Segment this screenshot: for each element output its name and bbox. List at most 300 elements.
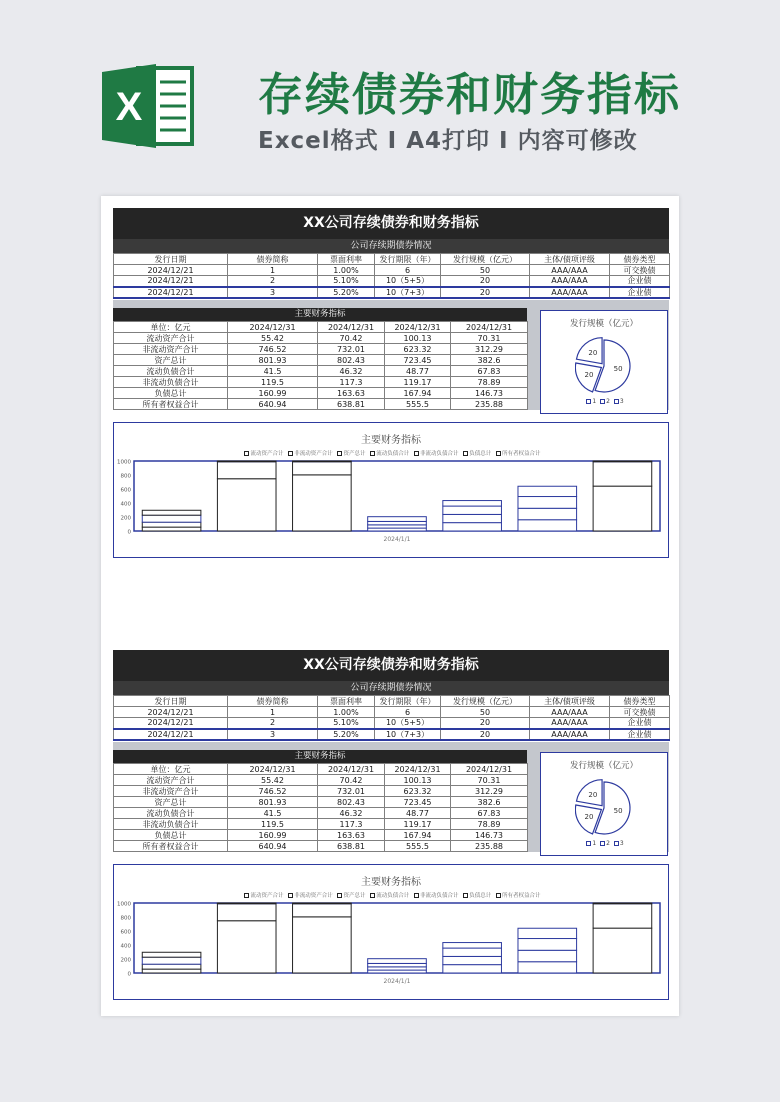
fin-table — [113, 763, 528, 852]
bar-segment — [443, 965, 502, 973]
table-cell[interactable]: 非流动负债合计 — [114, 819, 228, 830]
paper-page — [101, 196, 679, 1016]
sheet-1 — [113, 208, 669, 560]
table-cell[interactable]: 235.88 — [451, 399, 528, 410]
table-cell[interactable]: 流动负债合计 — [114, 366, 228, 377]
bond-section-title: 公司存续期债券情况 — [113, 239, 669, 253]
table-cell[interactable]: 50 — [441, 265, 530, 276]
fin-header-cell: 2024/12/31 — [451, 322, 528, 333]
excel-logo-icon — [100, 62, 198, 150]
table-cell[interactable]: 1.00% — [318, 265, 375, 276]
legend-swatch — [496, 451, 501, 456]
table-cell[interactable]: 10（5+5） — [375, 276, 441, 287]
pie-chart-title: 发行规模（亿元） — [569, 761, 638, 771]
bar-segment — [142, 957, 201, 964]
y-tick-label: 600 — [120, 929, 131, 936]
bond-header-cell: 发行期限（年） — [375, 696, 441, 707]
table-cell[interactable]: 100.13 — [385, 775, 451, 786]
legend-swatch — [244, 893, 249, 898]
table-row — [114, 775, 528, 786]
bar-segment — [593, 903, 652, 904]
pie-data-label: 20 — [588, 349, 598, 358]
fin-header-cell: 2024/12/31 — [385, 764, 451, 775]
bar-segment — [443, 956, 502, 964]
y-tick-label: 0 — [127, 971, 131, 978]
table-cell[interactable]: 5.10% — [318, 718, 375, 729]
table-row-selected — [114, 729, 670, 740]
table-cell[interactable]: 1 — [228, 707, 318, 718]
fin-table — [113, 321, 528, 410]
table-cell[interactable]: 可交换债 — [610, 265, 670, 276]
table-cell[interactable]: AAA/AAA — [530, 718, 610, 729]
table-cell[interactable]: 382.6 — [451, 797, 528, 808]
table-cell[interactable]: 41.5 — [228, 808, 318, 819]
pie-chart-title: 发行规模（亿元） — [569, 319, 638, 329]
legend-label: 流动资产合计 — [250, 893, 284, 899]
table-cell[interactable]: 所有者权益合计 — [114, 399, 228, 410]
y-tick-label: 1000 — [117, 901, 131, 908]
table-cell[interactable]: 2024/12/21 — [114, 718, 228, 729]
bar-segment — [368, 959, 427, 964]
table-cell[interactable]: 46.32 — [318, 808, 385, 819]
pie-legend — [541, 840, 667, 847]
table-cell[interactable]: 119.5 — [228, 377, 318, 388]
table-row-selected — [114, 287, 670, 298]
legend-label: 所有者权益合计 — [502, 893, 541, 899]
bond-header-cell: 发行规模（亿元） — [441, 254, 530, 265]
table-row — [114, 841, 528, 852]
table-cell[interactable]: 746.52 — [228, 344, 318, 355]
table-cell[interactable]: 20 — [441, 276, 530, 287]
legend-label: 所有者权益合计 — [502, 451, 541, 457]
table-cell[interactable]: 2024/12/21 — [114, 729, 228, 740]
table-cell[interactable]: 20 — [441, 729, 530, 740]
bond-table — [113, 695, 670, 741]
table-cell[interactable]: 235.88 — [451, 841, 528, 852]
table-cell[interactable]: 146.73 — [451, 830, 528, 841]
table-cell[interactable]: 801.93 — [228, 355, 318, 366]
table-cell[interactable]: 640.94 — [228, 399, 318, 410]
pie-data-label: 50 — [613, 364, 623, 373]
pie-svg — [575, 337, 633, 395]
bar-chart-title: 主要财务指标 — [361, 877, 421, 888]
legend-label: 2 — [606, 840, 610, 847]
bar-segment — [293, 903, 352, 904]
table-cell[interactable]: 负债总计 — [114, 830, 228, 841]
bar-segment — [142, 964, 201, 969]
pie-data-label: 20 — [584, 371, 594, 380]
table-cell[interactable]: 企业债 — [610, 718, 670, 729]
legend-label: 流动负债合计 — [376, 893, 410, 899]
table-cell[interactable]: 623.32 — [385, 344, 451, 355]
svg-text:X: X — [115, 85, 143, 129]
table-cell[interactable]: 312.29 — [451, 344, 528, 355]
sheet-2 — [113, 650, 669, 1002]
table-cell[interactable]: 382.6 — [451, 355, 528, 366]
bar-segment — [443, 514, 502, 522]
fin-header-cell: 单位：亿元 — [114, 322, 228, 333]
legend-label: 非流动负债合计 — [420, 893, 459, 899]
table-cell[interactable]: 163.63 — [318, 830, 385, 841]
legend-label: 非流动资产合计 — [294, 893, 333, 899]
table-cell[interactable]: 2 — [228, 718, 318, 729]
table-cell[interactable]: 5.20% — [318, 729, 375, 740]
legend-swatch — [244, 451, 249, 456]
table-cell[interactable]: 119.17 — [385, 377, 451, 388]
bar-segment — [443, 523, 502, 531]
table-cell[interactable]: 非流动负债合计 — [114, 377, 228, 388]
fin-header-row — [114, 322, 528, 333]
promo-header — [0, 0, 780, 190]
legend-swatch — [586, 399, 591, 404]
table-row — [114, 265, 670, 276]
legend-label: 3 — [619, 398, 624, 405]
legend-swatch — [600, 841, 605, 846]
bar-segment — [217, 461, 276, 462]
table-cell[interactable]: 3 — [228, 287, 318, 298]
table-cell[interactable]: 55.42 — [228, 775, 318, 786]
pie-svg — [575, 779, 633, 837]
table-cell[interactable]: 117.3 — [318, 819, 385, 830]
table-row — [114, 333, 528, 344]
table-cell[interactable]: 78.89 — [451, 377, 528, 388]
bond-header-row — [114, 254, 670, 265]
bar-segment — [142, 510, 201, 515]
table-cell[interactable]: 2024/12/21 — [114, 287, 228, 298]
table-cell[interactable]: 1.00% — [318, 707, 375, 718]
table-cell[interactable]: 10（7+3） — [375, 287, 441, 298]
table-cell[interactable]: 163.63 — [318, 388, 385, 399]
table-cell[interactable]: AAA/AAA — [530, 729, 610, 740]
table-cell[interactable]: 1 — [228, 265, 318, 276]
table-cell[interactable]: 100.13 — [385, 333, 451, 344]
table-cell[interactable]: 70.31 — [451, 775, 528, 786]
table-cell[interactable]: AAA/AAA — [530, 276, 610, 287]
table-cell[interactable]: 41.5 — [228, 366, 318, 377]
table-cell[interactable]: 流动资产合计 — [114, 775, 228, 786]
table-row — [114, 399, 528, 410]
table-cell[interactable]: 623.32 — [385, 786, 451, 797]
table-cell[interactable]: 5.10% — [318, 276, 375, 287]
bar-segment — [142, 527, 201, 531]
bar-segment — [293, 903, 352, 917]
legend-label: 3 — [619, 840, 624, 847]
bar-segment — [518, 520, 577, 531]
fin-section-title: 主要财务指标 — [113, 750, 527, 763]
bond-table — [113, 253, 670, 299]
bond-header-cell: 票面利率 — [318, 254, 375, 265]
table-cell[interactable]: 638.81 — [318, 399, 385, 410]
table-cell[interactable]: 2024/12/21 — [114, 276, 228, 287]
bar-segment — [443, 506, 502, 514]
table-row — [114, 819, 528, 830]
bar-segment — [142, 515, 201, 522]
table-row — [114, 355, 528, 366]
table-cell[interactable]: 640.94 — [228, 841, 318, 852]
table-cell[interactable]: AAA/AAA — [530, 265, 610, 276]
legend-label: 2 — [606, 398, 610, 405]
table-cell[interactable]: 732.01 — [318, 344, 385, 355]
bar-segment — [518, 497, 577, 509]
pie-chart[interactable] — [540, 752, 668, 856]
table-cell[interactable]: 723.45 — [385, 355, 451, 366]
table-row — [114, 388, 528, 399]
bond-header-cell: 债券类型 — [610, 254, 670, 265]
table-cell[interactable]: 802.43 — [318, 355, 385, 366]
legend-label: 非流动资产合计 — [294, 451, 333, 457]
legend-swatch — [414, 451, 419, 456]
table-cell[interactable]: 10（5+5） — [375, 718, 441, 729]
x-tick-label: 2024/1/1 — [383, 536, 411, 543]
bar-segment — [518, 939, 577, 951]
bar-segment — [217, 903, 276, 921]
table-cell[interactable]: 55.42 — [228, 333, 318, 344]
bar-legend — [114, 891, 668, 899]
table-cell[interactable]: 2024/12/21 — [114, 265, 228, 276]
table-cell[interactable]: 负债总计 — [114, 388, 228, 399]
table-cell[interactable]: 资产总计 — [114, 355, 228, 366]
table-cell[interactable]: 所有者权益合计 — [114, 841, 228, 852]
table-cell[interactable]: 48.77 — [385, 808, 451, 819]
legend-label: 1 — [592, 398, 597, 405]
bar-segment — [518, 508, 577, 519]
legend-swatch — [414, 893, 419, 898]
table-row — [114, 377, 528, 388]
bar-segment — [293, 917, 352, 973]
bar-segment — [217, 921, 276, 973]
table-cell[interactable]: 160.99 — [228, 830, 318, 841]
bar-chart[interactable] — [113, 422, 669, 558]
bond-header-cell: 票面利率 — [318, 696, 375, 707]
bar-segment — [593, 928, 652, 973]
table-cell[interactable]: AAA/AAA — [530, 287, 610, 298]
y-tick-label: 200 — [120, 515, 131, 522]
legend-swatch — [370, 893, 375, 898]
bar-chart[interactable] — [113, 864, 669, 1000]
bond-header-cell: 主体/债项评级 — [530, 254, 610, 265]
table-cell[interactable]: 70.31 — [451, 333, 528, 344]
fin-header-cell: 2024/12/31 — [318, 764, 385, 775]
legend-label: 资产总计 — [343, 451, 366, 457]
bar-segment — [142, 522, 201, 527]
table-cell[interactable]: 非流动资产合计 — [114, 344, 228, 355]
bar-segment — [293, 461, 352, 475]
table-row — [114, 786, 528, 797]
table-row — [114, 830, 528, 841]
table-cell[interactable]: 802.43 — [318, 797, 385, 808]
bar-segment — [293, 461, 352, 462]
table-cell[interactable]: 146.73 — [451, 388, 528, 399]
bond-header-row — [114, 696, 670, 707]
table-cell[interactable]: 119.17 — [385, 819, 451, 830]
y-tick-label: 800 — [120, 915, 131, 922]
bond-header-cell: 发行期限（年） — [375, 254, 441, 265]
table-cell[interactable]: 6 — [375, 707, 441, 718]
y-tick-label: 0 — [127, 529, 131, 536]
table-cell[interactable]: 167.94 — [385, 388, 451, 399]
y-tick-label: 800 — [120, 473, 131, 480]
table-cell[interactable]: 企业债 — [610, 729, 670, 740]
table-row — [114, 808, 528, 819]
bar-segment — [368, 521, 427, 524]
legend-swatch — [337, 893, 342, 898]
bar-segment — [593, 486, 652, 531]
bar-segment — [368, 517, 427, 522]
legend-swatch — [337, 451, 342, 456]
table-cell[interactable]: 6 — [375, 265, 441, 276]
fin-header-cell: 单位：亿元 — [114, 764, 228, 775]
table-cell[interactable]: 70.42 — [318, 333, 385, 344]
table-cell[interactable]: 67.83 — [451, 808, 528, 819]
legend-label: 负债总计 — [469, 893, 492, 899]
table-cell[interactable]: 555.5 — [385, 841, 451, 852]
fin-header-cell: 2024/12/31 — [228, 322, 318, 333]
y-tick-label: 600 — [120, 487, 131, 494]
legend-swatch — [600, 399, 605, 404]
fin-section-title: 主要财务指标 — [113, 308, 527, 321]
table-cell[interactable]: 5.20% — [318, 287, 375, 298]
table-cell[interactable]: 流动资产合计 — [114, 333, 228, 344]
legend-label: 资产总计 — [343, 893, 366, 899]
bar-segment — [142, 969, 201, 973]
bar-segment — [217, 903, 276, 904]
bond-section-title: 公司存续期债券情况 — [113, 681, 669, 695]
bar-segment — [518, 950, 577, 961]
table-cell[interactable]: AAA/AAA — [530, 707, 610, 718]
table-cell[interactable]: 企业债 — [610, 276, 670, 287]
bar-segment — [142, 952, 201, 957]
fin-header-cell: 2024/12/31 — [228, 764, 318, 775]
legend-label: 流动负债合计 — [376, 451, 410, 457]
table-cell[interactable]: 资产总计 — [114, 797, 228, 808]
bar-chart-title: 主要财务指标 — [361, 435, 421, 446]
table-cell[interactable]: 160.99 — [228, 388, 318, 399]
table-cell[interactable]: 746.52 — [228, 786, 318, 797]
bar-segment — [518, 928, 577, 938]
table-cell[interactable]: 732.01 — [318, 786, 385, 797]
table-cell[interactable]: 555.5 — [385, 399, 451, 410]
bar-segment — [593, 903, 652, 928]
pie-data-label: 50 — [613, 806, 623, 815]
sheet-title: XX公司存续债券和财务指标 — [113, 650, 669, 681]
table-row — [114, 797, 528, 808]
bar-svg — [114, 901, 668, 999]
bar-segment — [443, 943, 502, 949]
y-tick-label: 200 — [120, 957, 131, 964]
table-cell[interactable]: 3 — [228, 729, 318, 740]
table-cell[interactable]: 50 — [441, 707, 530, 718]
table-cell[interactable]: 638.81 — [318, 841, 385, 852]
table-cell[interactable]: 20 — [441, 718, 530, 729]
table-row — [114, 276, 670, 287]
fin-header-cell: 2024/12/31 — [318, 322, 385, 333]
bar-segment — [217, 479, 276, 531]
table-cell[interactable]: 2024/12/21 — [114, 707, 228, 718]
table-row — [114, 344, 528, 355]
x-tick-label: 2024/1/1 — [383, 978, 411, 985]
y-tick-label: 1000 — [117, 459, 131, 466]
promo-subtitle: Excel格式 I A4打印 I 内容可修改 — [258, 128, 638, 154]
table-row — [114, 718, 670, 729]
legend-swatch — [496, 893, 501, 898]
bar-svg — [114, 459, 668, 557]
legend-swatch — [463, 451, 468, 456]
table-cell[interactable]: 10（7+3） — [375, 729, 441, 740]
table-row — [114, 707, 670, 718]
bar-segment — [443, 948, 502, 956]
bond-header-cell: 债券类型 — [610, 696, 670, 707]
legend-label: 负债总计 — [469, 451, 492, 457]
y-tick-label: 400 — [120, 501, 131, 508]
table-cell[interactable]: 2 — [228, 276, 318, 287]
legend-swatch — [288, 893, 293, 898]
bar-segment — [593, 461, 652, 486]
table-cell[interactable]: 20 — [441, 287, 530, 298]
bond-header-cell: 债券简称 — [228, 254, 318, 265]
legend-swatch — [614, 841, 619, 846]
table-cell[interactable]: 48.77 — [385, 366, 451, 377]
table-cell[interactable]: 312.29 — [451, 786, 528, 797]
bar-segment — [443, 501, 502, 507]
table-row — [114, 366, 528, 377]
legend-label: 流动资产合计 — [250, 451, 284, 457]
pie-data-label: 20 — [584, 813, 594, 822]
table-cell[interactable]: 可交换债 — [610, 707, 670, 718]
fin-header-row — [114, 764, 528, 775]
legend-swatch — [463, 893, 468, 898]
bar-segment — [293, 475, 352, 531]
promo-title: 存续债券和财务指标 — [258, 68, 682, 121]
table-cell[interactable]: 70.42 — [318, 775, 385, 786]
fin-header-cell: 2024/12/31 — [385, 322, 451, 333]
sheet-title: XX公司存续债券和财务指标 — [113, 208, 669, 239]
table-cell[interactable]: 非流动资产合计 — [114, 786, 228, 797]
table-cell[interactable]: 117.3 — [318, 377, 385, 388]
bond-header-cell: 发行规模（亿元） — [441, 696, 530, 707]
legend-swatch — [370, 451, 375, 456]
bond-header-cell: 债券简称 — [228, 696, 318, 707]
bar-legend — [114, 449, 668, 457]
table-cell[interactable]: 78.89 — [451, 819, 528, 830]
y-tick-label: 400 — [120, 943, 131, 950]
table-cell[interactable]: 46.32 — [318, 366, 385, 377]
pie-chart[interactable] — [540, 310, 668, 414]
bond-header-cell: 发行日期 — [114, 696, 228, 707]
table-cell[interactable]: 流动负债合计 — [114, 808, 228, 819]
bar-segment — [368, 963, 427, 966]
table-cell[interactable]: 119.5 — [228, 819, 318, 830]
legend-swatch — [614, 399, 619, 404]
pie-data-label: 20 — [588, 791, 598, 800]
bond-header-cell: 主体/债项评级 — [530, 696, 610, 707]
table-cell[interactable]: 801.93 — [228, 797, 318, 808]
legend-swatch — [288, 451, 293, 456]
legend-swatch — [586, 841, 591, 846]
bar-segment — [518, 486, 577, 496]
pie-legend — [541, 398, 667, 405]
bar-segment — [518, 962, 577, 973]
table-cell[interactable]: 167.94 — [385, 830, 451, 841]
table-cell[interactable]: 67.83 — [451, 366, 528, 377]
legend-label: 1 — [592, 840, 597, 847]
table-cell[interactable]: 企业债 — [610, 287, 670, 298]
legend-label: 非流动负债合计 — [420, 451, 459, 457]
table-cell[interactable]: 723.45 — [385, 797, 451, 808]
bond-header-cell: 发行日期 — [114, 254, 228, 265]
bar-segment — [593, 461, 652, 462]
bar-segment — [217, 461, 276, 479]
fin-header-cell: 2024/12/31 — [451, 764, 528, 775]
